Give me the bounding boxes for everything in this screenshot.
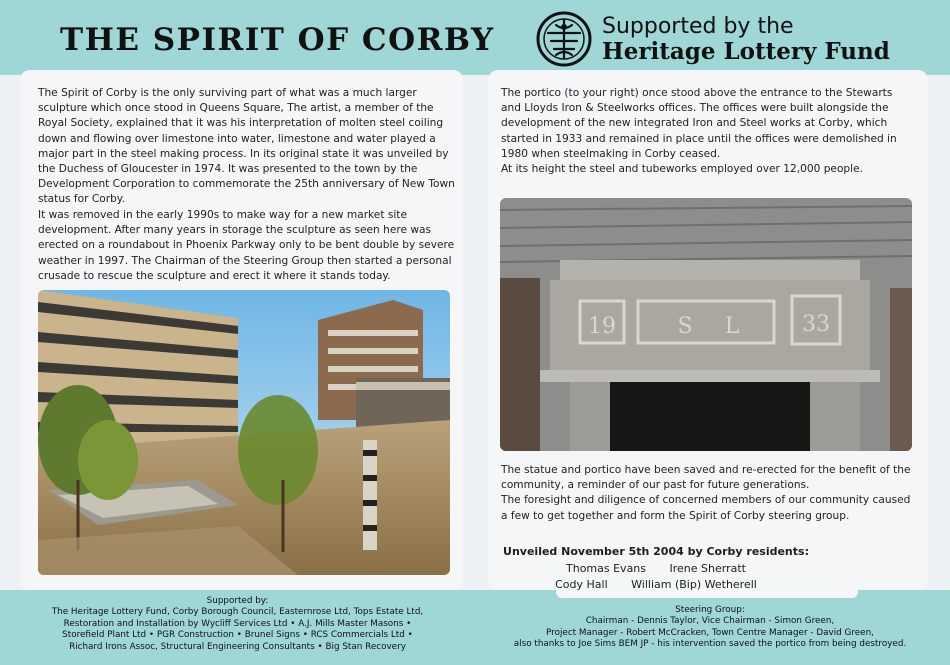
unveiled-block: [500, 544, 812, 594]
page-title: THE SPIRIT OF CORBY: [60, 22, 495, 58]
portico-photo: [500, 198, 912, 451]
queens-square-photo: [38, 290, 450, 575]
restoration-text-2: The foresight and diligence of concerned members of our community caused a few to get together and form the Spirit of Corby steering group.: [501, 494, 911, 522]
steering-line: Chairman - Dennis Taylor, Vice Chairman - Simon Green,: [585, 616, 835, 627]
steering-line: Project Manager - Robert McCracken, Town Centre Manager - David Green,: [546, 627, 874, 638]
resident-name: Irene Sherratt: [669, 561, 746, 575]
supporters-footer: [30, 596, 445, 653]
portico-paragraph: [501, 86, 911, 177]
portico-year-right: 33: [802, 312, 830, 337]
supporter-line-1: Supported by the: [602, 14, 794, 39]
restoration-text-1: The statue and portico have been saved and re-erected for the benefit of the community, a reminder of our past for future generations.: [501, 464, 911, 492]
portico-text-2: At its height the steel and tubeworks employed over 12,000 people.: [501, 163, 863, 176]
steering-heading: Steering Group:: [675, 605, 745, 615]
portico-letter-l: L: [724, 314, 740, 339]
portico-text-1: The portico (to your right) once stood above the entrance to the Stewarts and Lloyds Iron & Steelworks offices. The offices were built alongside the development of the new integrated Iron and Steel works at Corby, which started in 1933 and remained in place until the offices were demolished in 1980 when steelmaking in Corby ceased.: [501, 87, 897, 160]
resident-name: William (Bip) Wetherell: [631, 578, 757, 591]
unveiled-title: Unveiled November 5th 2004 by Corby residents:: [503, 545, 809, 558]
steering-line: also thanks to Joe Sims BEM JP - his intervention saved the portico from being destroyed.: [513, 639, 907, 650]
supporters-line: Richard Irons Assoc, Structural Engineering Consultants • Big Stan Recovery: [69, 641, 406, 652]
portico-letter-s: S: [677, 314, 693, 339]
supporters-line: Restoration and Installation by Wycliff Services Ltd • A.J. Mills Master Masons •: [63, 618, 412, 629]
heritage-lottery-fund-logo-icon: [536, 11, 592, 67]
supporters-line: The Heritage Lottery Fund, Corby Borough Council, Easternrose Ltd, Tops Estate Ltd,: [51, 607, 424, 618]
supporters-heading: Supported by:: [206, 596, 269, 606]
resident-name: Cody Hall: [555, 578, 608, 591]
residents-row-2: [500, 577, 812, 594]
history-paragraph-1: The Spirit of Corby is the only surviving part of what was a much larger sculpture which once stood in Queens Square, The artist, a member of the Royal Society, explained that it was his interpretation of molten steel coiling down and flowing over limestone into water, limestone and water played a major part in the steel making process. In its original state it was unveiled by the Duchess of Gloucester in 1974. It was presented to the town by the Development Corporation to commemorate the 25th anniversary of New Town status for Corby.: [38, 87, 455, 206]
residents-row-1: [500, 561, 812, 578]
restoration-paragraph: [501, 463, 911, 524]
history-paragraph-2: It was removed in the early 1990s to make way for a new market site development. After many years in storage the sculpture as seen here was erected on a roundabout in Phoenix Parkway only to be bent double by severe weather in 1997. The Chairman of the Steering Group then started a personal crusade to rescue the sculpture and erect it where it stands today.: [38, 209, 455, 282]
steering-footer: [490, 605, 930, 651]
resident-name: Thomas Evans: [566, 561, 647, 575]
supporters-line: Storefield Plant Ltd • PGR Construction • Brunel Signs • RCS Commercials Ltd •: [62, 630, 413, 641]
portico-year-left: 19: [588, 314, 616, 339]
supporter-line-2: Heritage Lottery Fund: [602, 38, 890, 65]
